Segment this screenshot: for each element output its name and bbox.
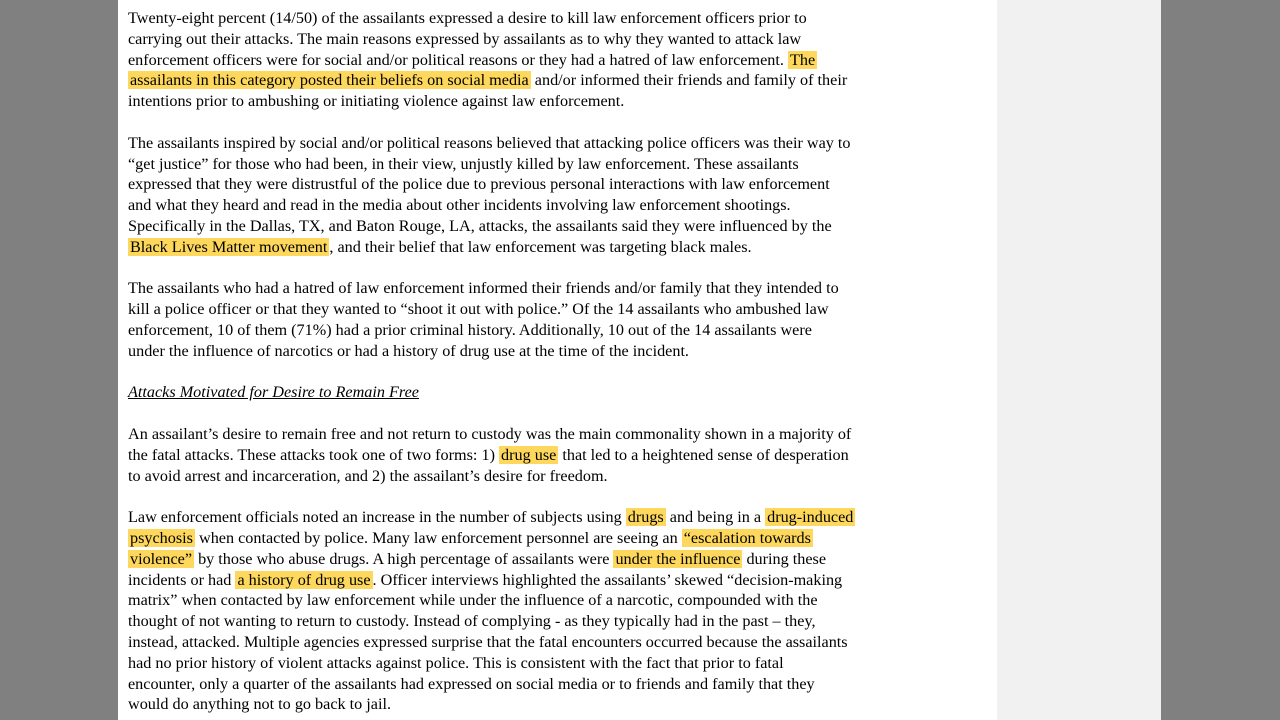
highlighted-text: drug use <box>501 445 557 464</box>
text-segment: and being in a <box>665 508 766 527</box>
text-line <box>128 694 943 715</box>
highlighted-text: violence” <box>130 549 193 568</box>
text-line <box>128 8 943 29</box>
text-line <box>128 29 943 50</box>
paragraph <box>128 507 943 715</box>
text-line <box>128 50 943 71</box>
text-segment: expressed that they were distrustful of the police due to previous personal interactions with law enforcement <box>128 175 830 194</box>
text-line <box>128 237 943 258</box>
text-segment: Law enforcement officials noted an increase in the number of subjects using <box>128 508 626 527</box>
highlighted-text: Black Lives Matter movement <box>130 237 328 256</box>
highlighted-text: drugs <box>627 508 664 527</box>
text-line <box>128 590 943 611</box>
highlighted-text: a history of drug use <box>237 570 371 589</box>
text-segment: and/or informed their friends and family of their <box>530 71 848 90</box>
text-segment: by those who abuse drugs. A high percentage of assailants were <box>194 549 614 568</box>
text-line <box>128 70 943 91</box>
text-segment: The assailants inspired by social and/or political reasons believed that attacking police officers was their way to <box>128 133 851 152</box>
text-line <box>128 278 943 299</box>
text-line <box>128 528 943 549</box>
text-segment: would do anything not to go back to jail. <box>128 695 392 714</box>
text-line <box>128 174 943 195</box>
text-line <box>128 611 943 632</box>
text-segment: enforcement, 10 of them (71%) had a prior criminal history. Additionally, 10 out of the 14 assailants were <box>128 320 812 339</box>
text-segment: An assailant’s desire to remain free and not return to custody was the main commonality shown in a majority of <box>128 424 852 443</box>
paragraph <box>128 424 943 486</box>
text-segment: The assailants who had a hatred of law enforcement informed their friends and/or family that they intended to <box>128 279 839 298</box>
highlighted-text: “escalation towards <box>683 528 811 547</box>
text-segment: Twenty-eight percent (14/50) of the assailants expressed a desire to kill law enforcement officers prior to <box>128 9 807 27</box>
text-segment: and what they heard and read in the media about other incidents involving law enforcement shootings. <box>128 196 791 215</box>
text-segment: carrying out their attacks. The main reasons expressed by assailants as to why they wanted to attack law <box>128 29 802 48</box>
highlighted-text: drug-induced <box>767 508 854 527</box>
page-margin-strip <box>997 0 1161 720</box>
highlighted-text: assailants in this category posted their beliefs on social media <box>130 71 529 90</box>
text-line <box>128 632 943 653</box>
text-segment: had no prior history of violent attacks against police. This is consistent with the fact that prior to fatal <box>128 653 784 672</box>
text-segment: encounter, only a quarter of the assailants had expressed on social media or to friends and family that they <box>128 674 815 693</box>
text-line <box>128 424 943 445</box>
text-line <box>128 195 943 216</box>
text-line <box>128 299 943 320</box>
text-line <box>128 549 943 570</box>
text-segment: matrix” when contacted by law enforcement while under the influence of a narcotic, compounded with the <box>128 591 818 610</box>
highlighted-text: The <box>789 50 816 69</box>
highlighted-text: psychosis <box>130 528 193 547</box>
text-segment: during these <box>742 549 827 568</box>
text-segment: enforcement officers were for social and/or political reasons or they had a hatred of law enforcement. <box>128 50 788 69</box>
text-line <box>128 216 943 237</box>
text-line <box>128 133 943 154</box>
text-line <box>128 445 943 466</box>
text-line <box>128 466 943 487</box>
text-segment: that led to a heightened sense of desperation <box>558 445 849 464</box>
paragraph <box>128 278 943 361</box>
text-segment: intentions prior to ambushing or initiating violence against law enforcement. <box>128 92 625 111</box>
text-line <box>128 91 943 112</box>
text-segment: when contacted by police. Many law enforcement personnel are seeing an <box>194 528 682 547</box>
paragraph <box>128 133 943 258</box>
text-line <box>128 674 943 695</box>
text-line <box>128 341 943 362</box>
text-segment: “get justice” for those who had been, in their view, unjustly killed by law enforcement. These assailants <box>128 154 799 173</box>
text-segment: Specifically in the Dallas, TX, and Baton Rouge, LA, attacks, the assailants said they were influenced by the <box>128 216 832 235</box>
text-segment: under the influence of narcotics or had a history of drug use at the time of the incident. <box>128 341 689 360</box>
section-heading <box>128 382 943 403</box>
highlighted-text: under the influence <box>615 549 741 568</box>
text-line <box>128 570 943 591</box>
text-segment: incidents or had <box>128 570 236 589</box>
document-body <box>128 8 943 720</box>
text-segment: the fatal attacks. These attacks took one of two forms: 1) <box>128 445 500 464</box>
text-segment: instead, attacked. Multiple agencies expressed surprise that the fatal encounters occurred because the assailants <box>128 632 848 651</box>
text-segment: , and their belief that law enforcement was targeting black males. <box>329 237 752 256</box>
text-line <box>128 507 943 528</box>
text-segment: kill a police officer or that they wanted to “shoot it out with police.” Of the 14 assailants who ambushed law <box>128 300 829 319</box>
text-segment: to avoid arrest and incarceration, and 2) the assailant’s desire for freedom. <box>128 466 608 485</box>
text-segment: thought of not wanting to return to custody. Instead of complying - as they typically had in the past – they, <box>128 612 816 631</box>
text-segment: Attacks Motivated for Desire to Remain Free <box>128 383 419 402</box>
paragraph <box>128 8 943 112</box>
text-line <box>128 382 943 403</box>
text-line <box>128 320 943 341</box>
text-line <box>128 653 943 674</box>
text-segment: . Officer interviews highlighted the assailants’ skewed “decision-making <box>372 570 843 589</box>
text-line <box>128 154 943 175</box>
